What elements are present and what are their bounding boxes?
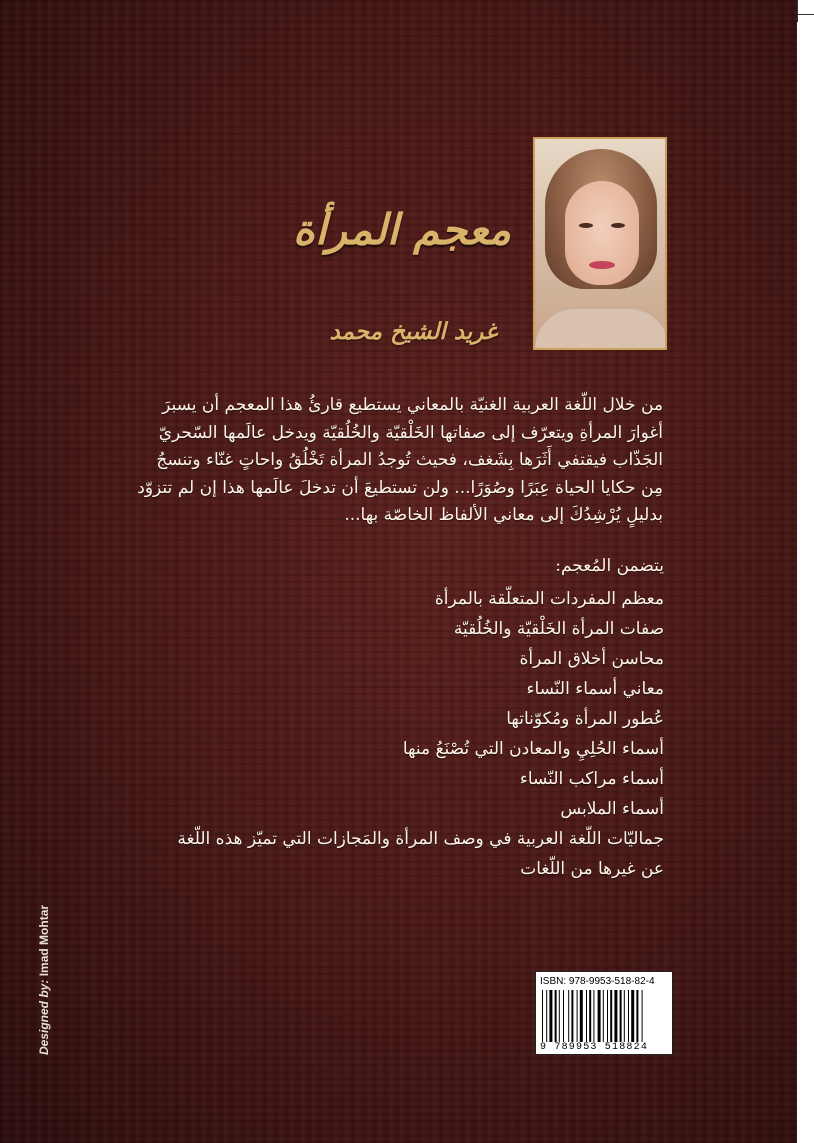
designer-credit — [37, 905, 51, 1055]
isbn-text: ISBN: 978-9953-518-82-4 — [540, 976, 655, 987]
description-line: بدليلٍ يُرْشِدُكَ إلى معاني الألفاظ الخاصّة بها... — [344, 505, 663, 526]
photo-eye-left — [579, 223, 593, 228]
designer-name: Imad Mohtar — [37, 904, 51, 977]
description-text — [118, 392, 663, 530]
barcode-digits: 9 789953 518824 — [540, 1042, 649, 1053]
crop-mark — [797, 0, 798, 22]
photo-eye-right — [611, 223, 625, 228]
author-photo — [533, 137, 667, 350]
designer-label: Designed by: — [37, 979, 51, 1055]
description-line: مِن حكايا الحياة عِبَرًا وصُوَرًا... ولن تستطيعَ أن تدخلَ عالَمها هذا إن لم تتزوّد — [137, 477, 663, 498]
barcode — [535, 971, 673, 1055]
crop-mark — [797, 14, 814, 15]
list-item: معاني أسماء النّساء — [526, 679, 664, 699]
list-item: معظم المفردات المتعلّقة بالمرأة — [434, 589, 664, 609]
list-item: جماليّات اللّغة العربية في وصف المرأة والمَجازات التي تميّز هذه اللّغة — [177, 829, 664, 849]
description-line: من خلال اللّغة العربية الغنيّة بالمعاني يستطيع قارئُ هذا المعجم أن يسبرَ — [162, 395, 663, 415]
list-item: أسماء الملابس — [560, 799, 664, 819]
photo-lips — [589, 261, 615, 269]
list-item: صفات المرأة الخَلْقيّة والخُلُقيّة — [453, 619, 664, 639]
photo-shoulders — [535, 309, 667, 350]
contents-heading: يتضمن المُعجم: — [555, 556, 664, 576]
photo-face — [565, 181, 639, 285]
author-name: غريد الشيخ محمد — [329, 318, 497, 345]
list-item: أسماء مراكب النّساء — [519, 769, 664, 789]
description-line: الجَذّاب فيقتفي أَثَرَها بِشَغف، فحيث تُوجدُ المرأة تَخْلُقُ واحاتٍ غنّاء وتنسجُ — [156, 450, 663, 471]
list-item: عن غيرها من اللّغات — [520, 859, 664, 879]
book-title: معجم المرأة — [292, 205, 511, 254]
list-item: محاسن أخلاق المرأة — [519, 649, 664, 669]
page-margin — [797, 0, 814, 1143]
list-item: أسماء الحُلِيِ والمعادن التي تُصْنَعُ منها — [402, 739, 664, 759]
description-line: أغوارَ المرأةِ ويتعرّف إلى صفاتها الخَلْقيّة والخُلُقيّة ويدخل عالَمها السّحريّ — [158, 422, 663, 443]
contents-list — [177, 584, 664, 884]
barcode-bars-icon — [542, 990, 668, 1042]
list-item: عُطور المرأة ومُكوّناتها — [506, 709, 664, 729]
